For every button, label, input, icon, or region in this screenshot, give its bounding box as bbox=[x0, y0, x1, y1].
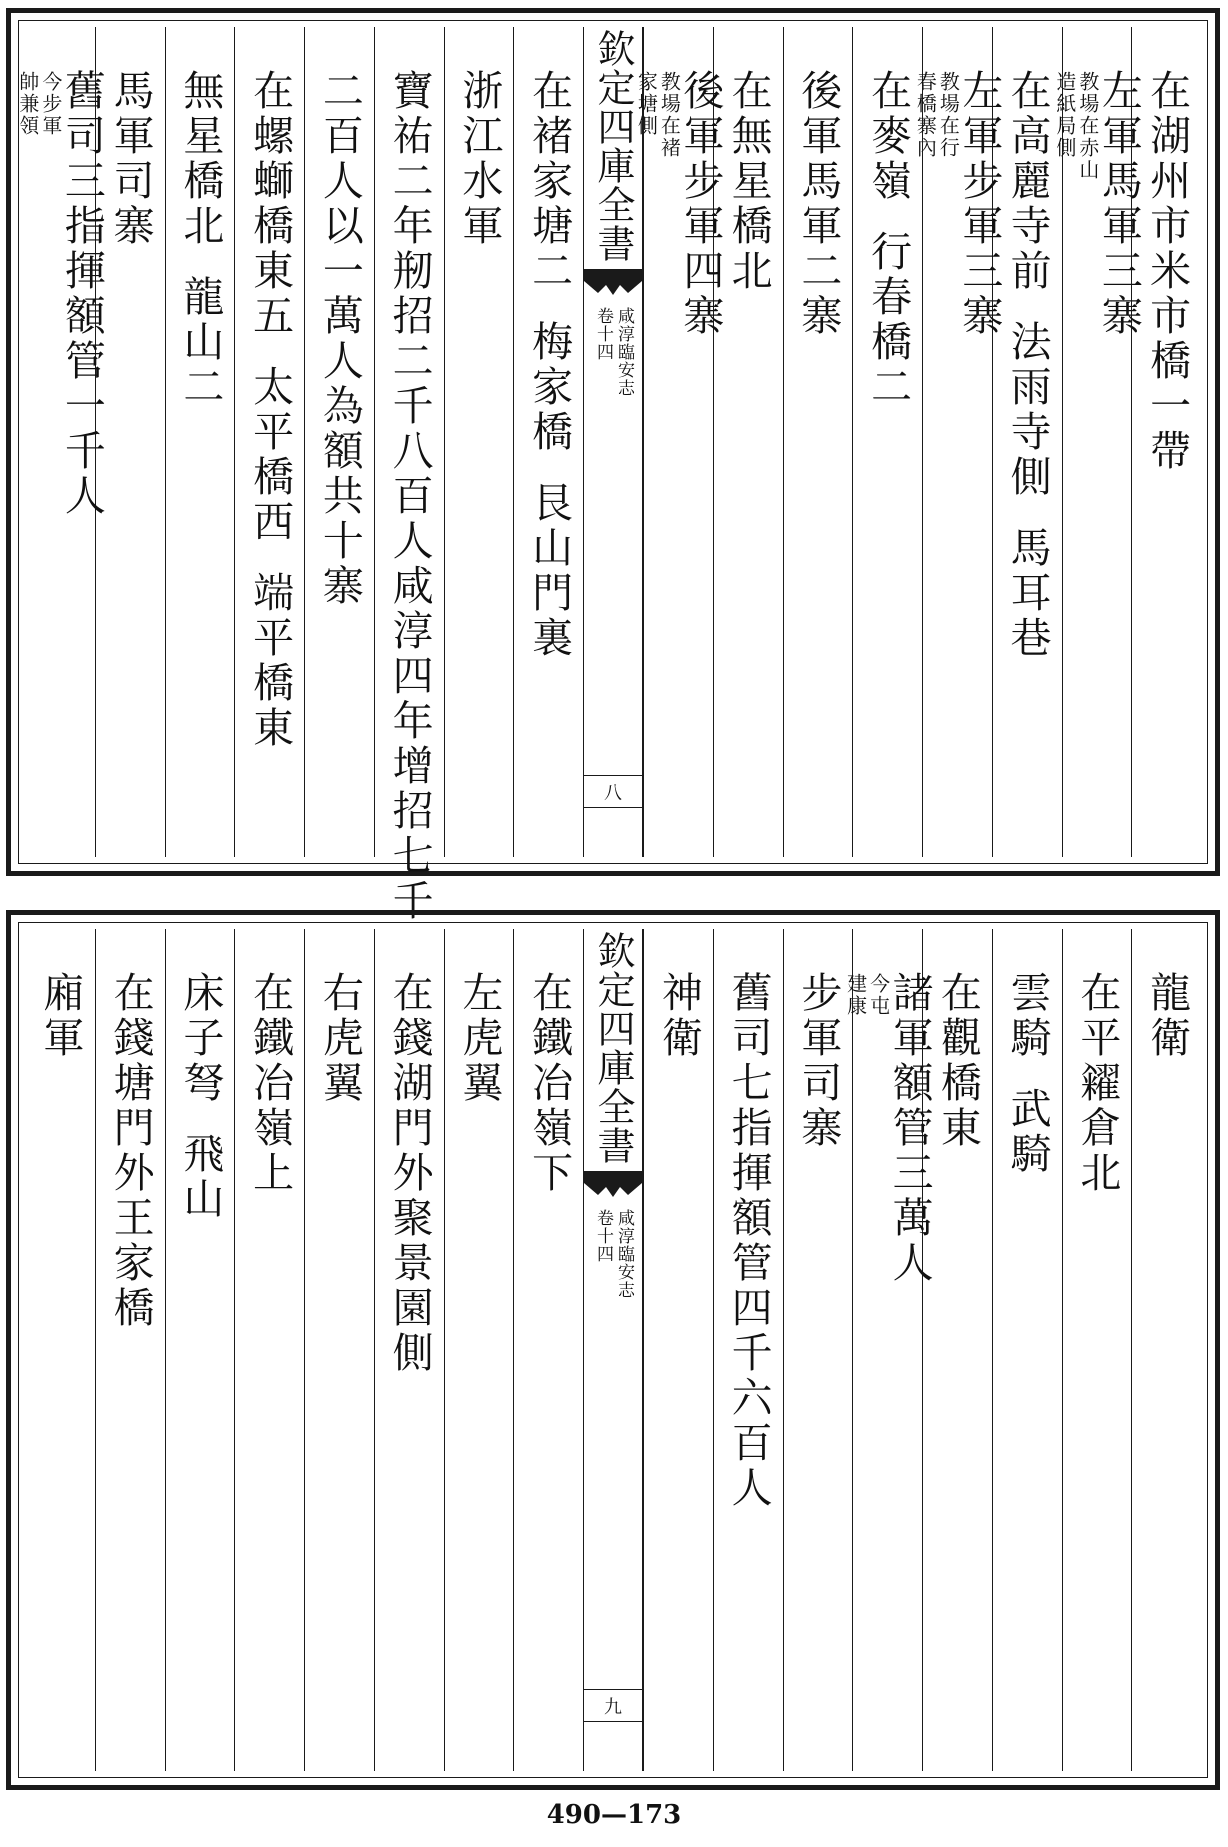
fish-tail-upper-icon bbox=[584, 1171, 642, 1201]
main-text-segment: 舊司三指揮額管一千人 bbox=[57, 69, 106, 519]
main-text-group bbox=[176, 69, 225, 436]
column-content bbox=[843, 929, 934, 1771]
column-content bbox=[993, 27, 1062, 857]
column-content bbox=[853, 27, 922, 857]
center-fold-column bbox=[583, 27, 643, 857]
main-text-segment: 飛山 bbox=[176, 1132, 225, 1222]
column-line bbox=[246, 69, 295, 777]
folio-rule-upper bbox=[584, 775, 642, 776]
column-line bbox=[933, 971, 982, 1177]
folio-number: 八 bbox=[604, 783, 622, 804]
column-content bbox=[15, 27, 106, 857]
column-content bbox=[445, 27, 514, 857]
column-line bbox=[1003, 69, 1052, 687]
bottom-page bbox=[6, 910, 1220, 1790]
folio-rule-upper bbox=[584, 1689, 642, 1690]
main-text-segment: 在麥嶺 bbox=[864, 69, 913, 204]
column-content bbox=[634, 27, 725, 857]
main-text-group bbox=[1143, 69, 1192, 500]
column-line bbox=[385, 69, 434, 950]
column-line bbox=[455, 69, 504, 275]
main-text-group bbox=[455, 971, 504, 1132]
main-text-segment: 端平橋東 bbox=[246, 571, 295, 751]
text-column-left-4 bbox=[304, 27, 374, 857]
column-line bbox=[315, 69, 364, 635]
folio-rule-lower bbox=[584, 1721, 642, 1722]
column-content bbox=[784, 929, 853, 1771]
text-column-left-7 bbox=[95, 929, 165, 1771]
text-column-left-2 bbox=[444, 27, 514, 857]
text-column-left-8 bbox=[15, 27, 106, 857]
column-line bbox=[794, 69, 843, 365]
main-text-segment: 左軍馬軍三寨 bbox=[1094, 69, 1143, 339]
column-content bbox=[166, 929, 235, 1771]
column-line bbox=[1143, 69, 1192, 500]
main-text-group bbox=[933, 971, 982, 1177]
column-line bbox=[315, 971, 364, 1132]
column-line bbox=[36, 971, 85, 1087]
main-text-segment: 龍山二 bbox=[176, 275, 225, 410]
book-title: 欽定四庫全書 bbox=[591, 29, 635, 263]
column-line bbox=[176, 69, 225, 436]
column-content bbox=[445, 929, 514, 1771]
text-column-left-2 bbox=[444, 929, 514, 1771]
text-column-left-1 bbox=[513, 27, 583, 857]
text-column-left-3 bbox=[374, 27, 444, 924]
column-content bbox=[375, 27, 444, 924]
text-column-right-2 bbox=[1052, 27, 1143, 857]
main-text-segment: 右虎翼 bbox=[315, 971, 364, 1106]
annotation-line: 建康 bbox=[843, 973, 868, 1017]
column-content bbox=[235, 929, 304, 1771]
folio-rule-lower bbox=[584, 807, 642, 808]
column-line bbox=[15, 69, 106, 545]
main-text-group bbox=[525, 69, 574, 687]
main-text-segment: 太平橋西 bbox=[246, 365, 295, 545]
column-line bbox=[1073, 971, 1122, 1222]
text-column-right-7 bbox=[713, 929, 783, 1771]
main-text-segment: 在平糴倉北 bbox=[1073, 971, 1122, 1196]
main-text-segment: 在鐵冶嶺下 bbox=[525, 971, 574, 1196]
main-text-group bbox=[1003, 971, 1052, 1203]
column-line bbox=[525, 69, 574, 687]
main-text-group bbox=[794, 69, 843, 365]
text-column-left-5 bbox=[234, 27, 304, 857]
text-column-right-5 bbox=[852, 27, 922, 857]
main-text-group bbox=[885, 971, 934, 1312]
main-text-group bbox=[385, 69, 434, 950]
main-text-segment: 龍衛 bbox=[1143, 971, 1192, 1061]
book-title: 欽定四庫全書 bbox=[591, 931, 635, 1165]
text-column-right-8 bbox=[634, 27, 725, 857]
column-content bbox=[1052, 27, 1143, 857]
column-content bbox=[96, 929, 165, 1771]
column-line bbox=[455, 971, 504, 1132]
column-line bbox=[525, 971, 574, 1222]
bottom-page-columns bbox=[25, 929, 1201, 1771]
annotation-line: 教場在褚 bbox=[657, 71, 682, 159]
column-content bbox=[714, 27, 783, 857]
column-content bbox=[514, 929, 583, 1771]
main-text-group bbox=[654, 971, 703, 1087]
column-content bbox=[305, 929, 374, 1771]
column-content bbox=[714, 929, 783, 1771]
column-line bbox=[106, 69, 155, 275]
main-text-segment: 法雨寺側 bbox=[1003, 320, 1052, 500]
column-line bbox=[724, 69, 773, 320]
main-text-segment: 在錢湖門外聚景園側 bbox=[385, 971, 434, 1376]
main-text-group bbox=[1094, 69, 1143, 365]
main-text-group bbox=[106, 69, 155, 275]
text-column-left-8 bbox=[25, 929, 95, 1771]
main-text-group bbox=[525, 971, 574, 1222]
main-text-segment: 在無星橋北 bbox=[724, 69, 773, 294]
main-text-group bbox=[1003, 69, 1052, 687]
main-text-group bbox=[1143, 971, 1192, 1087]
column-line bbox=[106, 971, 155, 1357]
main-text-segment: 寶祐二年剏招二千八百人咸淳四年增招七千 bbox=[385, 69, 434, 924]
volume-subtitle bbox=[594, 307, 632, 397]
main-text-segment: 無星橋北 bbox=[176, 69, 225, 249]
main-text-segment: 武騎 bbox=[1003, 1087, 1052, 1177]
center-fold-column bbox=[583, 929, 643, 1771]
main-text-segment: 床子弩 bbox=[176, 971, 225, 1106]
column-content bbox=[166, 27, 235, 857]
column-line bbox=[246, 971, 295, 1222]
top-page bbox=[6, 8, 1220, 924]
main-text-segment: 後軍馬軍二寨 bbox=[794, 69, 843, 339]
main-text-segment: 諸軍額管三萬人 bbox=[885, 971, 934, 1286]
text-column-right-6 bbox=[783, 929, 853, 1771]
text-column-left-4 bbox=[304, 929, 374, 1771]
main-text-segment: 廂軍 bbox=[36, 971, 85, 1061]
fish-tail-upper-icon bbox=[584, 269, 642, 299]
main-text-segment: 在褚家塘二 bbox=[525, 69, 574, 294]
column-line bbox=[654, 971, 703, 1087]
main-text-segment: 浙江水軍 bbox=[455, 69, 504, 249]
main-text-segment: 馬耳巷 bbox=[1003, 526, 1052, 661]
subtitle-line: 卷十四 bbox=[593, 1209, 613, 1263]
main-text-group bbox=[315, 69, 364, 635]
column-line bbox=[913, 69, 1004, 365]
annotation-line: 今屯 bbox=[866, 973, 891, 1017]
annotation-note bbox=[15, 71, 63, 137]
column-content bbox=[993, 929, 1062, 1771]
text-column-left-6 bbox=[165, 27, 235, 857]
subtitle-line: 咸淳臨安志 bbox=[614, 1209, 634, 1299]
text-column-right-8 bbox=[643, 929, 713, 1771]
text-column-left-1 bbox=[513, 929, 583, 1771]
annotation-line: 帥兼領 bbox=[15, 71, 40, 137]
column-content bbox=[1063, 929, 1132, 1771]
text-column-right-6 bbox=[783, 27, 853, 857]
column-content bbox=[514, 27, 583, 857]
text-column-left-6 bbox=[165, 929, 235, 1771]
main-text-segment: 在觀橋東 bbox=[933, 971, 982, 1151]
main-text-segment: 梅家橋 bbox=[525, 320, 574, 455]
main-text-group bbox=[176, 971, 225, 1248]
column-content bbox=[1132, 929, 1201, 1771]
main-text-segment: 在錢塘門外王家橋 bbox=[106, 971, 155, 1331]
main-text-segment: 雲騎 bbox=[1003, 971, 1052, 1061]
annotation-line: 造紙局側 bbox=[1052, 71, 1077, 159]
main-text-segment: 艮山門裏 bbox=[525, 481, 574, 661]
main-text-group bbox=[315, 971, 364, 1132]
column-content bbox=[25, 929, 95, 1771]
main-text-segment: 後軍步軍四寨 bbox=[676, 69, 725, 339]
column-content bbox=[305, 27, 374, 857]
column-content bbox=[96, 27, 165, 857]
column-content bbox=[375, 929, 444, 1771]
main-text-segment: 在鐵冶嶺上 bbox=[246, 971, 295, 1196]
column-line bbox=[1143, 971, 1192, 1087]
column-content bbox=[784, 27, 853, 857]
main-text-group bbox=[36, 971, 85, 1087]
volume-subtitle bbox=[594, 1209, 632, 1299]
column-line bbox=[843, 971, 934, 1312]
main-text-group bbox=[724, 971, 773, 1537]
column-line bbox=[864, 69, 913, 436]
column-line bbox=[794, 971, 843, 1177]
annotation-line: 春橋寨內 bbox=[913, 71, 938, 159]
column-line bbox=[1003, 971, 1052, 1203]
column-content bbox=[235, 27, 304, 857]
main-text-group bbox=[724, 69, 773, 320]
subtitle-line: 卷十四 bbox=[593, 307, 613, 361]
main-text-group bbox=[1073, 971, 1122, 1222]
column-line bbox=[385, 971, 434, 1402]
text-column-left-5 bbox=[234, 929, 304, 1771]
main-text-group bbox=[106, 971, 155, 1357]
text-column-right-3 bbox=[992, 929, 1062, 1771]
text-column-left-3 bbox=[374, 929, 444, 1771]
column-content bbox=[644, 929, 713, 1771]
annotation-line: 教場在赤山 bbox=[1075, 71, 1100, 181]
main-text-group bbox=[246, 69, 295, 777]
main-text-group bbox=[955, 69, 1004, 365]
main-text-segment: 在高麗寺前 bbox=[1003, 69, 1052, 294]
column-line bbox=[724, 971, 773, 1537]
main-text-segment: 舊司七指揮額管四千六百人 bbox=[724, 971, 773, 1511]
main-text-group bbox=[676, 69, 725, 365]
annotation-line: 教場在行 bbox=[936, 71, 961, 159]
main-text-group bbox=[864, 69, 913, 436]
page-number: 490—173 bbox=[546, 1800, 682, 1830]
main-text-segment: 在螺螄橋東五 bbox=[246, 69, 295, 339]
main-text-group bbox=[246, 971, 295, 1222]
main-text-segment: 神衛 bbox=[654, 971, 703, 1061]
annotation-line: 家塘側 bbox=[634, 71, 659, 137]
main-text-segment: 二百人以一萬人為額共十寨 bbox=[315, 69, 364, 609]
main-text-group bbox=[455, 69, 504, 275]
main-text-segment: 左虎翼 bbox=[455, 971, 504, 1106]
folio-number: 九 bbox=[604, 1697, 622, 1718]
text-column-right-2 bbox=[1062, 929, 1132, 1771]
main-text-group bbox=[57, 69, 106, 545]
annotation-line: 今步軍 bbox=[38, 71, 63, 137]
column-content bbox=[913, 27, 1004, 857]
main-text-group bbox=[385, 971, 434, 1402]
column-line bbox=[1052, 69, 1143, 365]
main-text-segment: 左軍步軍三寨 bbox=[955, 69, 1004, 339]
main-text-segment: 馬軍司寨 bbox=[106, 69, 155, 249]
main-text-segment: 在湖州市米市橋一帶 bbox=[1143, 69, 1192, 474]
text-column-right-4 bbox=[913, 27, 1004, 857]
main-text-segment: 步軍司寨 bbox=[794, 971, 843, 1151]
main-text-group bbox=[794, 971, 843, 1177]
column-line bbox=[176, 971, 225, 1248]
text-column-right-5 bbox=[843, 929, 934, 1771]
text-column-right-1 bbox=[1131, 929, 1201, 1771]
column-line bbox=[634, 69, 725, 365]
main-text-segment: 行春橋二 bbox=[864, 230, 913, 410]
top-page-columns bbox=[15, 27, 1201, 924]
subtitle-line: 咸淳臨安志 bbox=[614, 307, 634, 397]
